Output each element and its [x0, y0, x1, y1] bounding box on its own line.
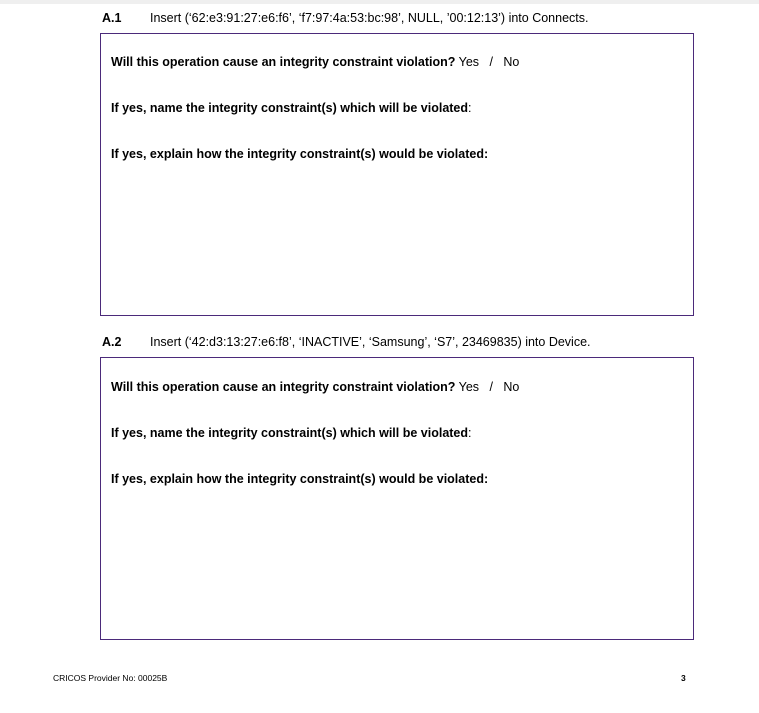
cricos-provider-footer: CRICOS Provider No: 00025B [53, 673, 168, 683]
violation-question [111, 54, 519, 70]
constraint-name-prompt: If yes, name the integrity constraint(s) which will be violated: [111, 101, 472, 115]
question-statement: Insert (‘62:e3:91:27:e6:f6’, ‘f7:97:4a:53:bc:98’, NULL, ’00:12:13’) into Connects. [150, 11, 589, 25]
question-a2-heading [102, 334, 591, 350]
violation-question-text: Will this operation cause an integrity constraint violation? [111, 380, 456, 394]
constraint-name-prompt: If yes, name the integrity constraint(s) which will be violated: [111, 426, 472, 440]
question-a1-heading [102, 10, 588, 26]
violation-question [111, 379, 519, 395]
constraint-explain-prompt: If yes, explain how the integrity constraint(s) would be violated: [111, 472, 489, 486]
violation-question-text: Will this operation cause an integrity constraint violation? [111, 55, 456, 69]
answer-box-a1[interactable] [100, 33, 694, 316]
question-statement: Insert (‘42:d3:13:27:e6:f8’, ‘INACTIVE’, ‘Samsung’, ‘S7’, 23469835) into Device. [150, 335, 591, 349]
yes-no-options[interactable]: Yes / No [458, 55, 520, 69]
constraint-explain-prompt: If yes, explain how the integrity constraint(s) would be violated: [111, 147, 489, 161]
question-number: A.1 [102, 11, 122, 25]
page-number: 3 [681, 673, 686, 683]
page-top-edge [0, 0, 759, 4]
answer-box-a2[interactable] [100, 357, 694, 640]
question-number: A.2 [102, 335, 122, 349]
yes-no-options[interactable]: Yes / No [458, 380, 520, 394]
